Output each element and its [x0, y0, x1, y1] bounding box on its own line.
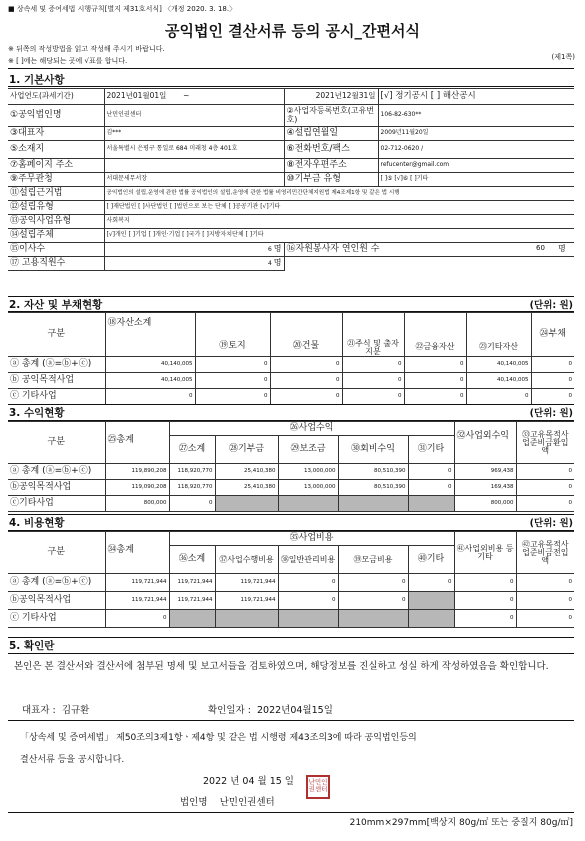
cell: 0: [516, 496, 574, 512]
cell: 800,000: [105, 496, 169, 512]
period-to: 2021년12월31일: [284, 89, 378, 105]
col-don: ㉘기부금: [215, 436, 278, 464]
cell: 80,510,390: [338, 464, 408, 480]
cell-disabled: [215, 610, 278, 628]
legal-basis-cont: 결산서류 등을 공시합니다.: [20, 755, 125, 765]
corporate-seal-stamp: 난민인 권센터: [306, 775, 330, 799]
cell: 40,140,005: [466, 373, 531, 389]
cell: 0: [270, 373, 342, 389]
divider: [8, 812, 574, 813]
employees-label: ⑰ 고용직원수: [8, 257, 104, 271]
donation-type-value: [ ]⑤ [√]⑥ [ ]기타: [378, 173, 574, 187]
cell: 0: [404, 357, 466, 373]
col-div: 구분: [8, 532, 105, 574]
cell: 119,090,208: [105, 480, 169, 496]
cell: 0: [516, 574, 574, 592]
section2-heading: 2. 자산 및 부채현황: [9, 299, 103, 311]
cell-disabled: [408, 496, 454, 512]
biz-no-value: 106-82-630**: [378, 105, 574, 127]
cell: 0: [516, 610, 574, 628]
section4-heading: 4. 비용현황: [9, 517, 65, 529]
divider: [8, 404, 574, 405]
cell: 0: [466, 389, 531, 405]
col-fund: ㊴모금비용: [338, 546, 408, 574]
cell-disabled: [338, 496, 408, 512]
cell: 119,721,944: [215, 574, 278, 592]
biz-type-label: ⑬공익사업유형: [8, 215, 104, 229]
cell: 0: [404, 389, 466, 405]
employees-value: 4 명: [104, 257, 284, 271]
cell: 0: [105, 389, 195, 405]
legal-basis: 「상속세 및 증여세법」 제50조의3제1항ㆍ제4항 및 같은 법 시행령 제43조의3에 따라 공익법인등의: [20, 733, 417, 743]
cell: 0: [342, 389, 404, 405]
cell: 0: [278, 592, 338, 610]
cell: 119,721,944: [105, 592, 169, 610]
cell: 13,000,000: [278, 480, 338, 496]
est-type-label: ⑫설립유형: [8, 201, 104, 215]
row-label: ⓐ 총계 (ⓐ=ⓑ+ⓒ): [8, 574, 105, 592]
cell: 0: [408, 574, 454, 592]
col-nonbiz: ㉜사업외수익: [454, 422, 516, 464]
cell-disabled: [408, 610, 454, 628]
cell: 118,920,770: [169, 480, 215, 496]
donation-type-label: ⑩기부금 유형: [284, 173, 378, 187]
col-sub: ㊱소계: [169, 546, 215, 574]
phone-value: 02-712-0620 /: [378, 141, 574, 159]
row-label: ⓑ공익목적사업: [8, 480, 105, 496]
cell: 40,140,005: [105, 357, 195, 373]
divider: [8, 514, 574, 515]
cell: 0: [270, 389, 342, 405]
directors-label: ⑮이사수: [8, 243, 104, 257]
disclosure-type: [√] 정기공시 [ ] 해산공시: [378, 89, 574, 105]
page-title: 공익법인 결산서류 등의 공시_간편서식: [164, 22, 420, 40]
col-biz: ㉖사업수익: [169, 422, 454, 436]
cell: 13,000,000: [278, 464, 338, 480]
period-label: 사업연도(과세기간): [8, 89, 104, 105]
cell: 0: [195, 373, 270, 389]
cell: 0: [454, 610, 516, 628]
est-type-value: [ ]재단법인 [ ]사단법인 [ ]법인으로 보는 단체 [ ]공공기관 [√]기타: [104, 201, 574, 215]
authority-label: ⑨주무관청: [8, 173, 104, 187]
row-label: ⓒ기타사업: [8, 496, 105, 512]
cell: 0: [531, 373, 574, 389]
form-reference: ■ 상속세 및 증여세법 시행규칙[별지 제31호서식] 〈개정 2020. 3. 18.〉: [8, 5, 237, 13]
cell: 119,721,944: [215, 592, 278, 610]
section2-unit: (단위: 원): [529, 300, 573, 311]
cell: 40,140,005: [466, 357, 531, 373]
address-label: ⑤소재지: [8, 141, 104, 159]
row-label: ⓑ 공익목적사업: [8, 373, 105, 389]
divider: [8, 68, 574, 69]
directors-value: 6 명: [104, 243, 284, 257]
cell: 169,438: [454, 480, 516, 496]
biz-no-label: ②사업자등록번호(고유번호): [284, 105, 378, 127]
rep-label: ③대표자: [8, 127, 104, 141]
est-date-label: ④설립연월일: [284, 127, 378, 141]
homepage-value: [104, 159, 284, 173]
cell: 0: [454, 574, 516, 592]
assets-table: [8, 312, 574, 405]
cell: 118,920,770: [169, 464, 215, 480]
col-div: 구분: [8, 313, 105, 357]
col-total: ⑱자산소계: [105, 313, 195, 357]
expense-table: [8, 531, 574, 628]
col-stock: ㉑주식 및 출자지분: [342, 313, 404, 357]
cell: 25,410,380: [215, 480, 278, 496]
page-number: (제1쪽): [551, 53, 575, 61]
basic-info-table: [8, 88, 574, 271]
cell: 0: [338, 574, 408, 592]
instruction-note: ※ 뒤쪽의 작성방법을 읽고 작성해 주시기 바랍니다.: [8, 45, 165, 53]
email-label: ⑧전자우편주소: [284, 159, 378, 173]
col-div: 구분: [8, 422, 105, 464]
col-total: ㉞총계: [105, 532, 169, 574]
confirm-date: 확인일자 : 2022년04월15일: [208, 705, 333, 716]
basis-label: ⑪설립근거법: [8, 187, 104, 201]
paper-spec: 210mm×297mm[백상지 80g/㎡ 또는 중질지 80g/㎡]: [349, 818, 573, 828]
cell: 0: [531, 357, 574, 373]
authority-value: 서대문세무서장: [104, 173, 284, 187]
cell: 0: [169, 496, 215, 512]
period-from: 2021년01월01일 ~: [104, 89, 284, 105]
section1-heading: 1. 기본사항: [9, 74, 65, 86]
founder-label: ⑭설립주체: [8, 229, 104, 243]
col-biz: ㉟사업비용: [169, 532, 454, 546]
cell-disabled: [169, 610, 215, 628]
row-label: ⓐ 총계 (ⓐ=ⓑ+ⓒ): [8, 357, 105, 373]
address-value: 서울특별시 은평구 통일로 684 미래청 4층 401호: [104, 141, 284, 159]
phone-label: ⑥전화번호/팩스: [284, 141, 378, 159]
cell-disabled: [338, 610, 408, 628]
cell: 0: [270, 357, 342, 373]
row-label: ⓒ 기타사업: [8, 610, 105, 628]
col-land: ⑲토지: [195, 313, 270, 357]
cell: 0: [408, 464, 454, 480]
cell-disabled: [408, 592, 454, 610]
rep-value: 김***: [104, 127, 284, 141]
cell: 0: [278, 574, 338, 592]
cell: 119,721,944: [169, 574, 215, 592]
revenue-table: [8, 421, 574, 512]
corp-signature: 법인명 난민인권센터: [180, 797, 275, 808]
col-reserve: ㊷고유목적사업준비금전입액: [516, 532, 574, 574]
cell: 0: [105, 610, 169, 628]
cell: 0: [404, 373, 466, 389]
col-nonbiz: ㊶사업외비용 등 기타: [454, 532, 516, 574]
cell: 800,000: [454, 496, 516, 512]
cell: 0: [195, 357, 270, 373]
row-label: ⓐ 총계 (ⓐ=ⓑ+ⓒ): [8, 464, 105, 480]
section5-heading: 5. 확인란: [9, 640, 55, 652]
col-etc: ㊵기타: [408, 546, 454, 574]
est-date-value: 2009년11월20일: [378, 127, 574, 141]
cell: 0: [516, 464, 574, 480]
rep-signature: 대표자 : 김규환: [22, 705, 90, 716]
cell: 40,140,005: [105, 373, 195, 389]
row-label: ⓑ공익목적사업: [8, 592, 105, 610]
cell: 969,438: [454, 464, 516, 480]
homepage-label: ⑦홈페이지 주소: [8, 159, 104, 173]
section3-heading: 3. 수익현황: [9, 407, 65, 419]
confirmation-statement: 본인은 본 결산서와 결산서에 첨부된 명세 및 보고서들을 검토하였으며, 해당정보를 진실하고 성실 하게 작성하였음을 확인합니다.: [14, 661, 549, 672]
cell: 80,510,390: [338, 480, 408, 496]
cell: 119,890,208: [105, 464, 169, 480]
cell: 0: [454, 592, 516, 610]
corp-name-label: ①공익법인명: [8, 105, 104, 127]
cell-disabled: [278, 610, 338, 628]
volunteers-cell: ⑯자원봉사자 연인원 수 60 명: [284, 243, 574, 257]
col-exec: ㊲사업수행비용: [215, 546, 278, 574]
cell: 0: [516, 592, 574, 610]
col-debt: ㉔부채: [531, 313, 574, 357]
col-grant: ㉙보조금: [278, 436, 338, 464]
cell-disabled: [278, 496, 338, 512]
checkbox-note: ※ [ ]에는 해당되는 곳에 √표를 합니다.: [8, 57, 128, 65]
cell-disabled: [215, 496, 278, 512]
cell: 0: [342, 373, 404, 389]
cell: 119,721,944: [105, 574, 169, 592]
corp-name-value: 난민인권센터: [104, 105, 284, 127]
divider: [8, 86, 574, 87]
col-fin: ㉒금융자산: [404, 313, 466, 357]
col-other: ㉓기타자산: [466, 313, 531, 357]
cell: 0: [195, 389, 270, 405]
email-value: refucenter@gmail.com: [378, 159, 574, 173]
section4-unit: (단위: 원): [529, 518, 573, 529]
col-fee: ㉚회비수익: [338, 436, 408, 464]
cell: 0: [516, 480, 574, 496]
disclosure-date: 2022 년 04 월 15 일: [203, 776, 294, 787]
col-admin: ㊳일반관리비용: [278, 546, 338, 574]
col-reserve: ㉝고유목적사업준비금환입액: [516, 422, 574, 464]
founder-value: [√]개인 [ ]기업 [ ]개인·기업 [ ]국가 [ ]지방자치단체 [ ]기타: [104, 229, 574, 243]
section3-unit: (단위: 원): [529, 408, 573, 419]
col-etc: ㉛기타: [408, 436, 454, 464]
cell: 0: [342, 357, 404, 373]
divider: [8, 720, 574, 721]
biz-type-value: 사회복지: [104, 215, 574, 229]
divider: [8, 637, 574, 638]
col-sub: ㉗소계: [169, 436, 215, 464]
cell: 0: [338, 592, 408, 610]
cell: 0: [408, 480, 454, 496]
cell: 0: [531, 389, 574, 405]
row-label: ⓒ 기타사업: [8, 389, 105, 405]
cell: 119,721,944: [169, 592, 215, 610]
divider: [8, 653, 574, 654]
col-bldg: ⑳건물: [270, 313, 342, 357]
col-total: ㉕총계: [105, 422, 169, 464]
cell: 25,410,380: [215, 464, 278, 480]
basis-value: 공익법인의 설립,운영에 관한 법률 공익법인의 설립,운영에 관한 법률 비영리민간단체지원법 제4조제1항 및 같은 법 시행: [104, 187, 574, 201]
